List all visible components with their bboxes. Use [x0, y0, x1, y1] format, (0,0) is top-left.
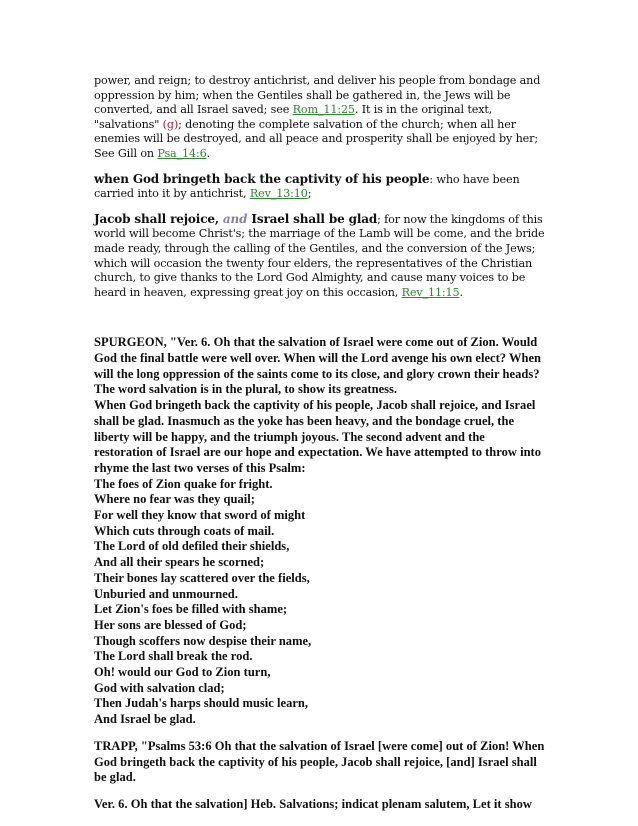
poem-line: Her sons are blessed of God;: [94, 617, 247, 632]
text: : who have been carried into it by antichrist,: [94, 172, 520, 201]
gill-paragraph-2: [94, 172, 546, 202]
spurgeon-section: [94, 335, 546, 728]
verse-phrase: Israel shall be glad: [247, 211, 378, 226]
trapp-paragraph-1: TRAPP, "Psalms 53:6 Oh that the salvation of Israel [were come] out of Zion! When God bringeth back the captivity of his people, Jacob shall rejoice, [and] Israel shall be glad.: [94, 738, 545, 785]
scripture-link-rev-11-15[interactable]: Rev_11:15: [401, 285, 460, 299]
poem-line: For well they know that sword of might: [94, 508, 306, 523]
poem-line: And all their spears he scorned;: [94, 555, 265, 570]
text: .: [459, 285, 463, 299]
verse-phrase: when God bringeth back the captivity of his people: [94, 171, 430, 186]
text: power, and reign; to destroy antichrist, and deliver his people from bondage and oppression by him; when the Gentiles shall be gathered in, the Jews will be converted, and all Israel saved; see: [94, 74, 541, 117]
scripture-link-rom-11-25[interactable]: Rom_11:25: [292, 103, 355, 117]
poem-line: God with salvation clad;: [94, 680, 225, 695]
footnote-link-g[interactable]: (g): [162, 117, 179, 131]
poem-line: And Israel be glad.: [94, 712, 196, 727]
poem-line: Let Zion's foes be filled with shame;: [94, 602, 288, 617]
poem-line: The Lord shall break the rod.: [94, 649, 253, 664]
poem-line: Their bones lay scattered over the fields,: [94, 570, 310, 585]
document-page: [94, 74, 546, 824]
text: .: [206, 146, 210, 160]
section-spacer: [94, 310, 546, 335]
text: ; for now the kingdoms of this world will become Christ's; the marriage of the Lamb will be come, and the bride made ready, through the calling of the Gentiles, and the conversion of the Jews; which will occasion the twenty four elders, the representatives of the Christian church, to give thanks to the Lord God Almighty, and cause many voices to be heard in heaven, expressing great joy on this occasion,: [94, 212, 545, 299]
text: ; denoting the complete salvation of the church; when all her enemies will be destroyed, and all peace and prosperity shall be enjoyed by her; See Gill on: [94, 117, 538, 160]
spurgeon-intro: SPURGEON, "Ver. 6. Oh that the salvation of Israel were come out of Zion. Would God the final battle were well over. When will the Lord avenge his own elect? When will the long oppression of the saints come to its close, and glory crown their heads? The word salvation is in the plural, to show its greatness.: [94, 335, 541, 397]
poem-line: The Lord of old defiled their shields,: [94, 539, 290, 554]
poem-line: Though scoffers now despise their name,: [94, 633, 312, 648]
spurgeon-body: When God bringeth back the captivity of his people, Jacob shall rejoice, and Israel shall be glad. Inasmuch as the yoke has been heavy, and the bondage cruel, the liberty will be happy, and the triumph joyous. The second advent and the restoration of Israel are our hope and expectation. We have attempted to throw into rhyme the last two verses of this Psalm:: [94, 398, 541, 475]
poem-line: Unburied and unmourned.: [94, 586, 238, 601]
scripture-link-rev-13-10[interactable]: Rev_13:10: [249, 187, 308, 201]
gill-paragraph-3: [94, 212, 546, 301]
poem-line: Then Judah's harps should music learn,: [94, 696, 309, 711]
text: . It is in the original text, "salvations": [94, 103, 493, 131]
italic-supplied-word: and: [222, 211, 248, 226]
scripture-link-psa-14-6[interactable]: Psa_14:6: [157, 146, 207, 160]
poem: [94, 477, 546, 728]
gill-paragraph-1: [94, 74, 546, 162]
text: ;: [307, 187, 312, 201]
trapp-paragraph-2: Ver. 6. Oh that the salvation] Heb. Salvations; indicat plenam salutem, Let it show: [94, 797, 532, 811]
poem-line: Oh! would our God to Zion turn,: [94, 665, 271, 680]
poem-line: Where no fear was they quail;: [94, 492, 255, 507]
verse-phrase: Jacob shall rejoice,: [94, 211, 223, 226]
poem-line: Which cuts through coats of mail.: [94, 523, 275, 538]
poem-line: The foes of Zion quake for fright.: [94, 476, 273, 491]
